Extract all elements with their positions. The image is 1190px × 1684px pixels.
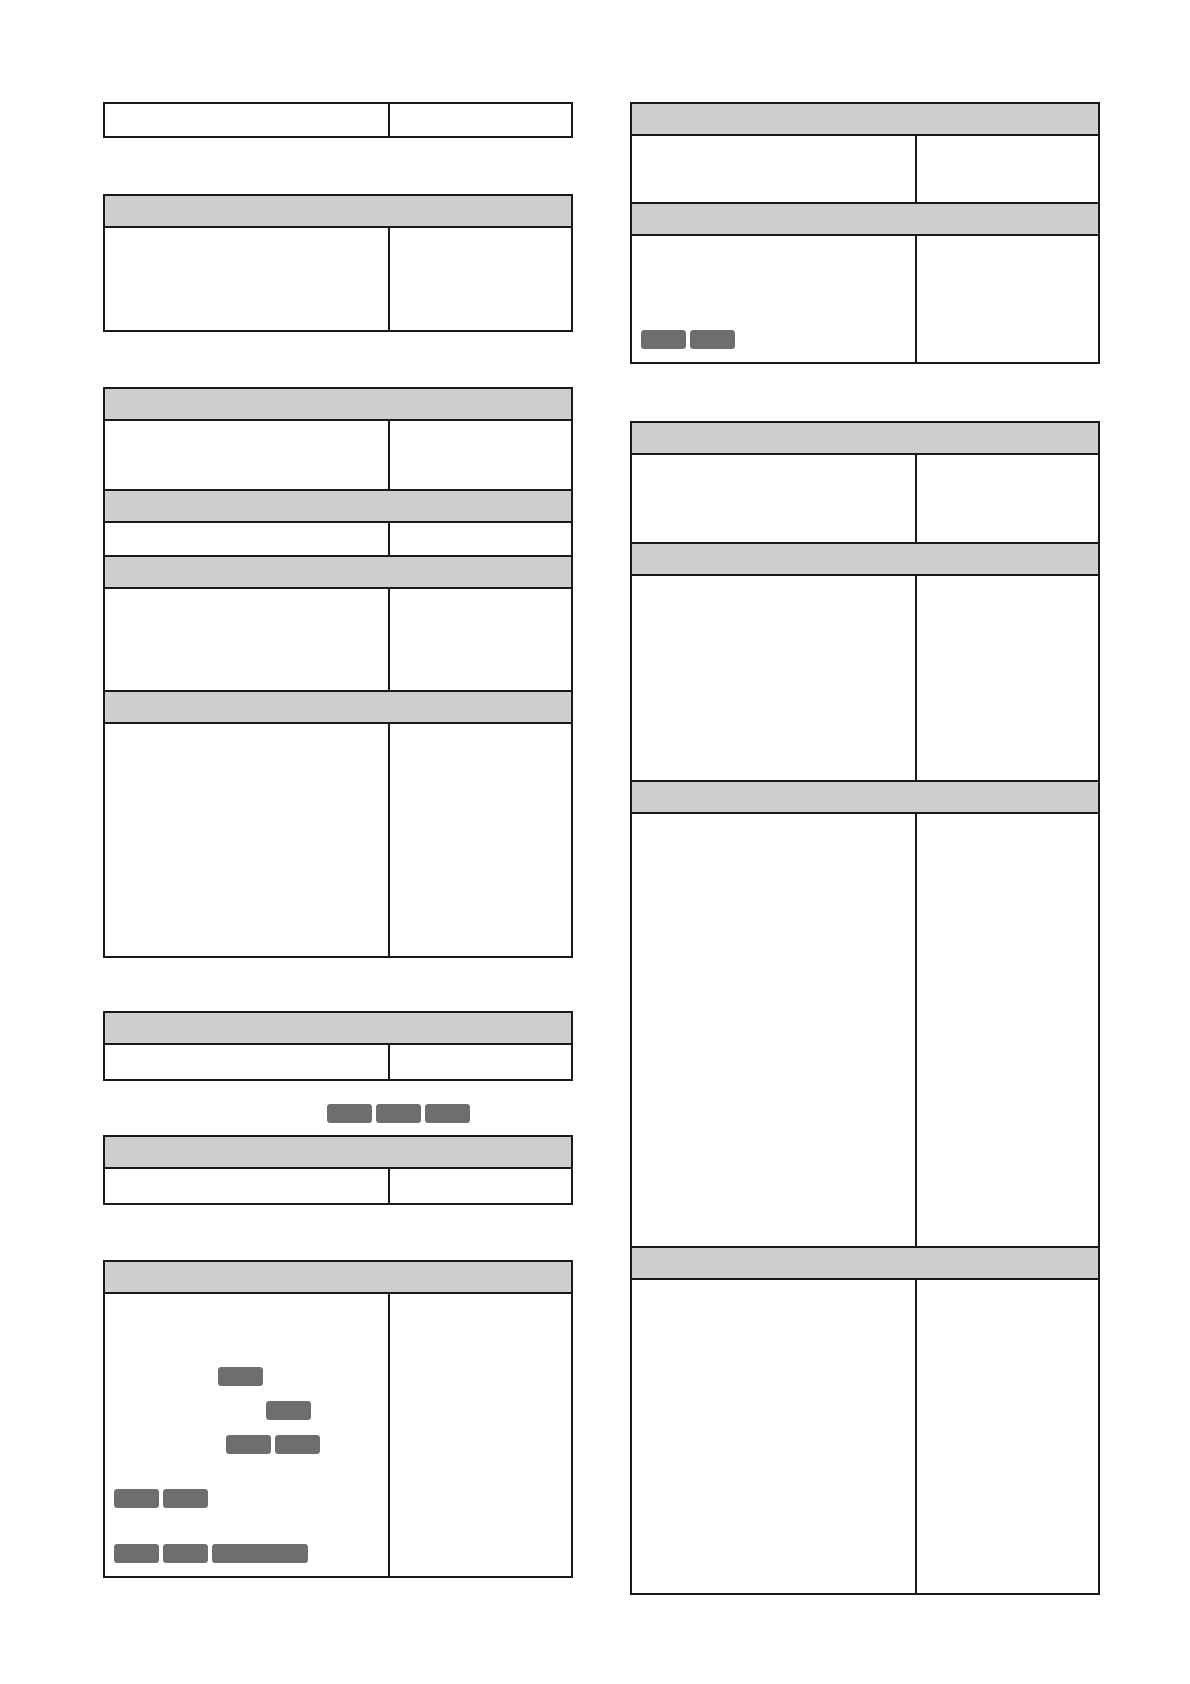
- table-header: [105, 1013, 571, 1045]
- table-header: [105, 196, 571, 228]
- key-chip: [114, 1489, 159, 1508]
- table-header: [632, 423, 1098, 455]
- table-cell-value: [390, 523, 571, 555]
- table-cell-label: [632, 1280, 917, 1593]
- key-chip: [641, 330, 686, 349]
- table-cell-label: [105, 1169, 390, 1203]
- table-cell-value: [917, 455, 1098, 542]
- key-chip: [275, 1435, 320, 1454]
- table-section-header: [632, 544, 1098, 576]
- table-right-2: [630, 421, 1100, 1595]
- table-cell-value: [390, 104, 571, 136]
- table-row: [105, 724, 571, 956]
- table-left-4: [103, 1011, 573, 1081]
- table-left-6: [103, 1260, 573, 1578]
- table-cell-value: [917, 814, 1098, 1246]
- table-row: [105, 228, 571, 330]
- table-cell-label: [632, 455, 917, 542]
- table-cell-label: [105, 1045, 390, 1079]
- table-header: [105, 1137, 571, 1169]
- table-section-header: [105, 692, 571, 724]
- table-cell-value: [390, 1294, 571, 1576]
- table-section-header: [105, 557, 571, 589]
- key-chip: [266, 1401, 311, 1420]
- table-row: [105, 589, 571, 692]
- table-row: [632, 455, 1098, 544]
- key-chip: [690, 330, 735, 349]
- key-chip: [327, 1104, 372, 1123]
- table-cell-label: [105, 589, 390, 690]
- table-row: [105, 1294, 571, 1576]
- table-cell-value: [917, 576, 1098, 780]
- table-row: [105, 104, 571, 136]
- table-cell-label: [105, 104, 390, 136]
- table-section-header: [105, 491, 571, 523]
- table-section-header: [632, 204, 1098, 236]
- table-right-1: [630, 102, 1100, 364]
- table-row: [632, 814, 1098, 1248]
- table-row: [632, 1280, 1098, 1593]
- table-cell-label: [105, 724, 390, 956]
- table-left-3: [103, 387, 573, 958]
- table-row: [105, 1045, 571, 1079]
- key-chip: [163, 1544, 208, 1563]
- table-section-header: [632, 782, 1098, 814]
- table-cell-value: [917, 236, 1098, 362]
- table-cell-label: [105, 228, 390, 330]
- key-chip: [376, 1104, 421, 1123]
- table-header: [632, 104, 1098, 136]
- table-cell-label: [105, 1294, 390, 1576]
- table-row: [105, 1169, 571, 1203]
- table-row: [632, 576, 1098, 782]
- key-chip: [212, 1544, 308, 1563]
- table-cell-value: [390, 589, 571, 690]
- table-cell-label: [105, 421, 390, 489]
- key-chip: [218, 1367, 263, 1386]
- table-cell-value: [390, 1169, 571, 1203]
- table-row: [632, 136, 1098, 204]
- key-chip: [163, 1489, 208, 1508]
- table-section-header: [632, 1248, 1098, 1280]
- table-header: [105, 389, 571, 421]
- table-cell-value: [390, 1045, 571, 1079]
- key-chip: [114, 1544, 159, 1563]
- table-cell-label: [105, 523, 390, 555]
- table-left-5: [103, 1135, 573, 1205]
- table-cell-label: [632, 814, 917, 1246]
- table-left-1: [103, 102, 573, 138]
- table-cell-label: [632, 236, 917, 362]
- table-cell-value: [390, 228, 571, 330]
- table-row: [105, 421, 571, 491]
- table-cell-value: [390, 724, 571, 956]
- table-cell-value: [917, 136, 1098, 202]
- key-chip: [425, 1104, 470, 1123]
- table-row: [105, 523, 571, 557]
- table-header: [105, 1262, 571, 1294]
- table-cell-label: [632, 576, 917, 780]
- table-cell-value: [390, 421, 571, 489]
- table-row: [632, 236, 1098, 362]
- table-cell-value: [917, 1280, 1098, 1593]
- key-chip: [226, 1435, 271, 1454]
- table-cell-label: [632, 136, 917, 202]
- table-left-2: [103, 194, 573, 332]
